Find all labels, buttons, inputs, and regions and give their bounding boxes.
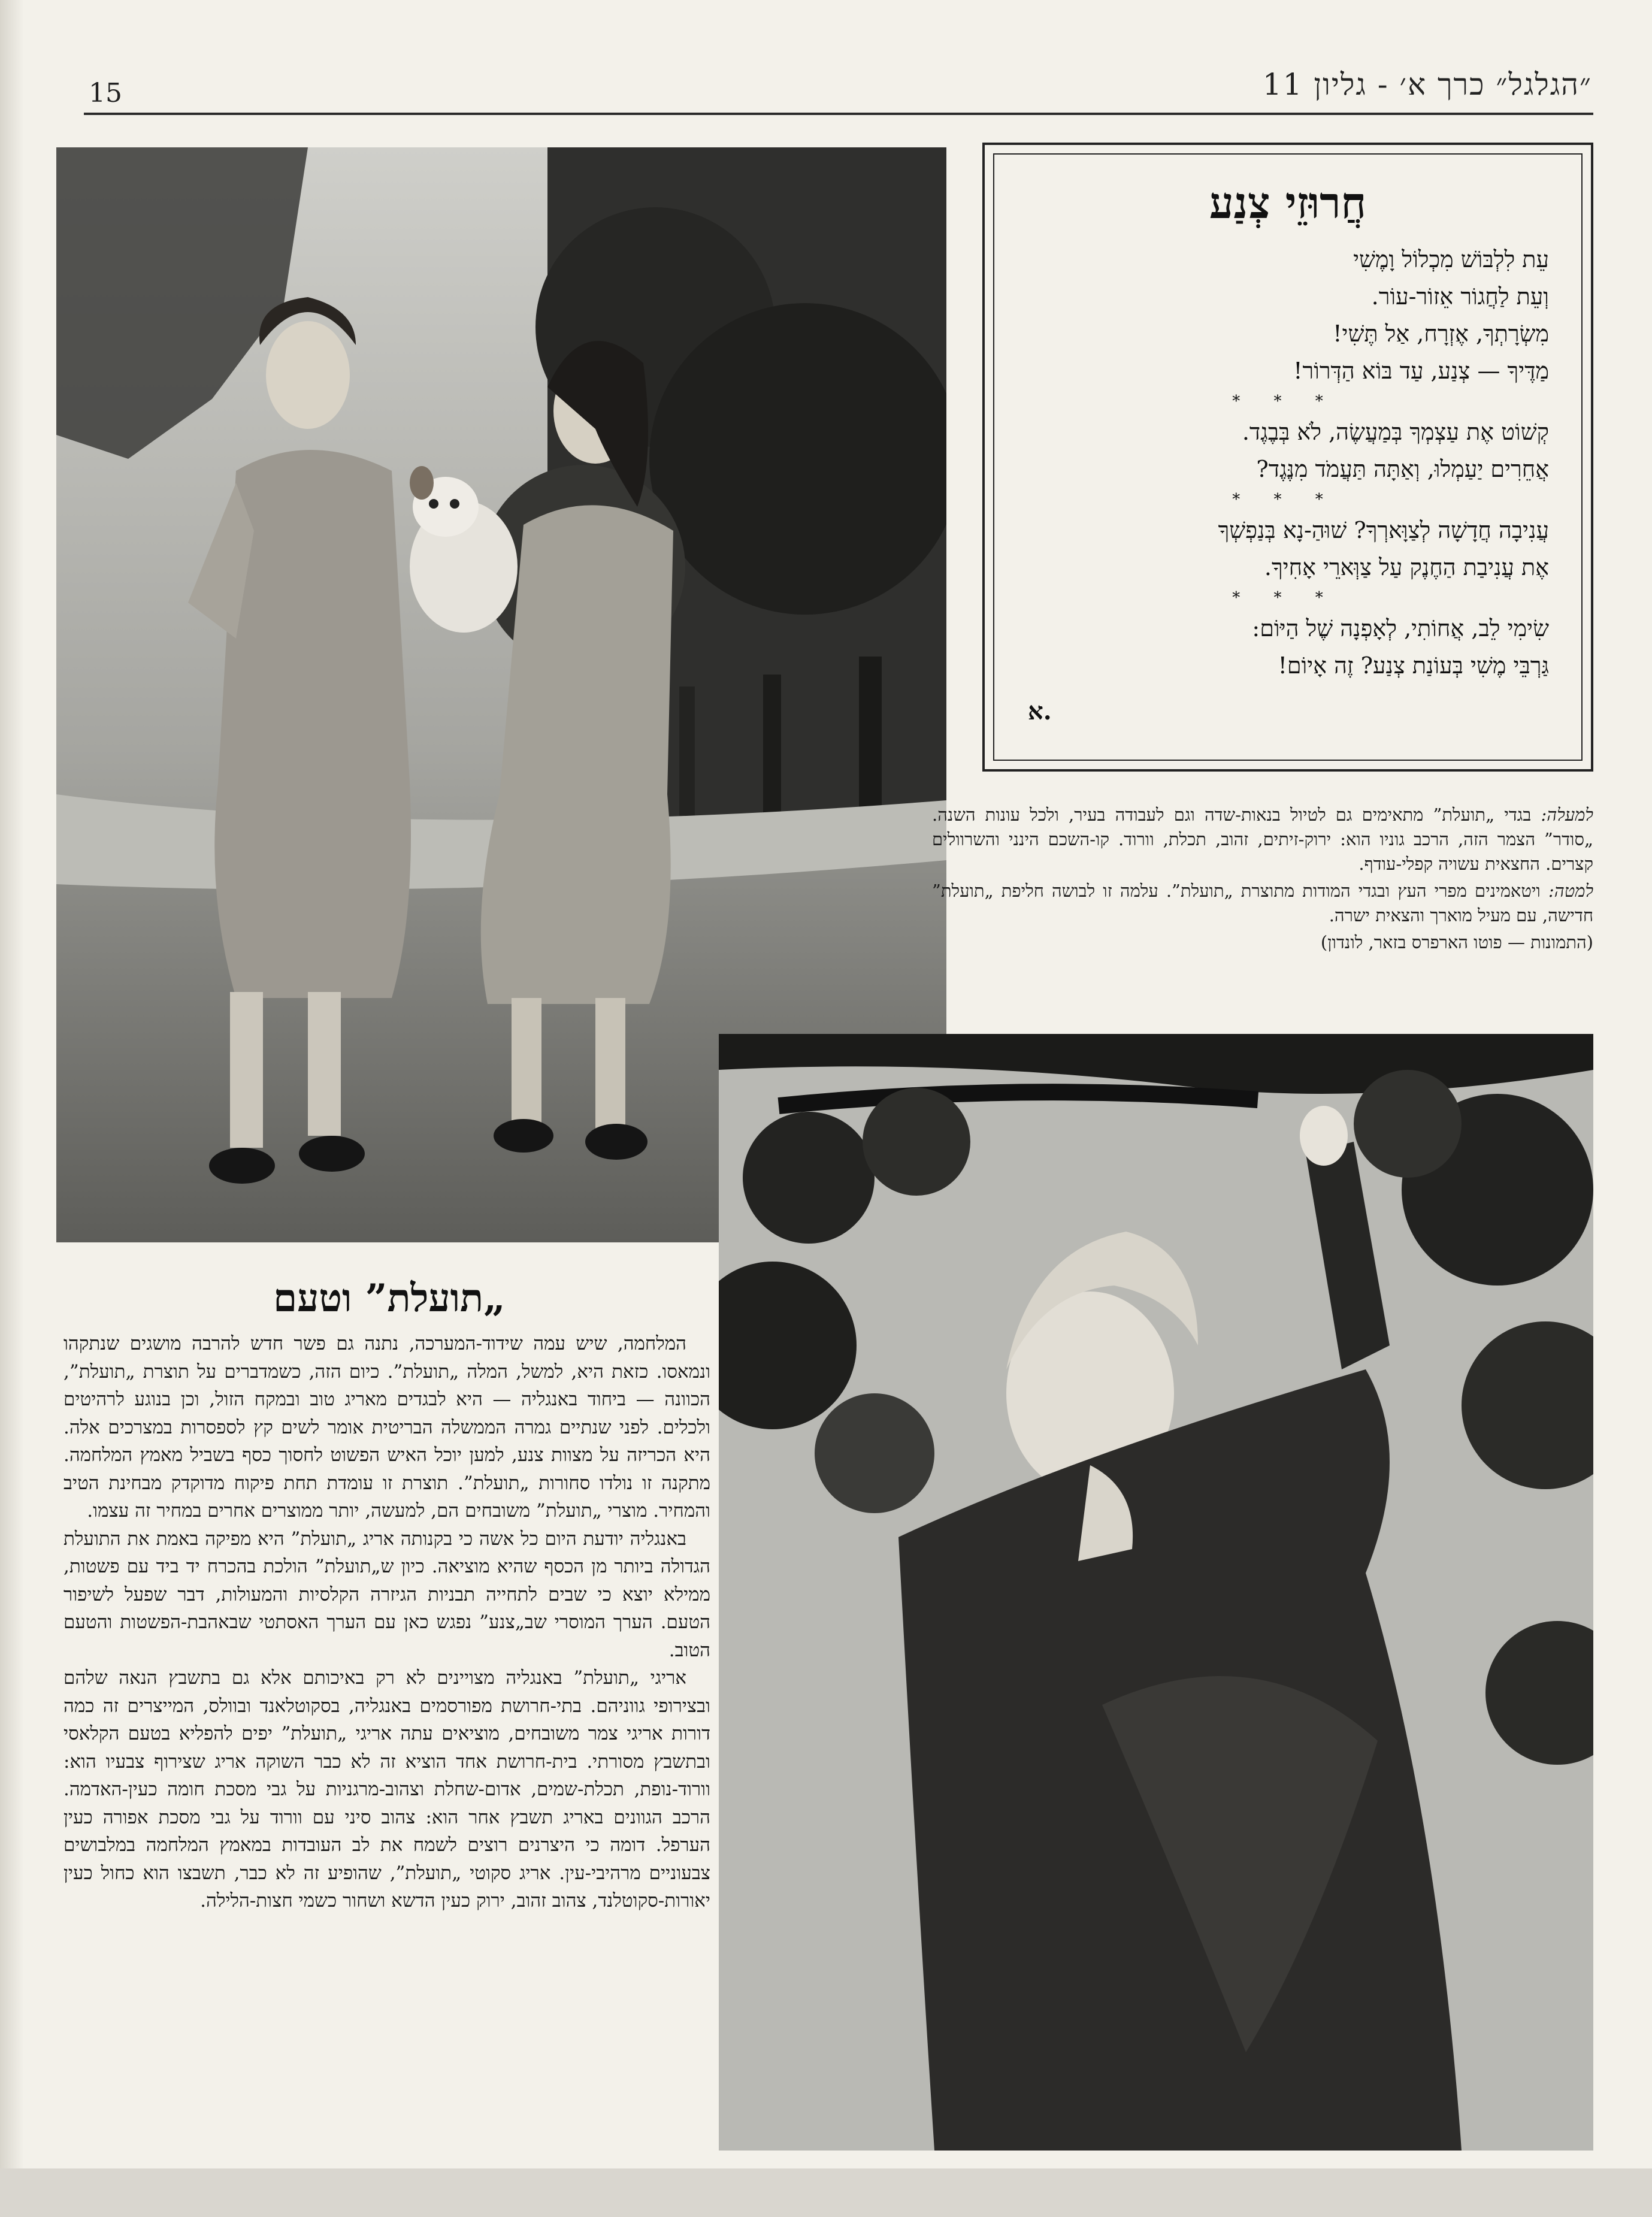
- caption-text: בגדי „תועלת” מתאימים גם לטיול בנאות-שדה וגם לעבודה בעיר, ולכל עונות השנה. „סודר” הצמר הזה, הרכב גוניו הוא: ירוק-זיתים, זהוב, תכלת, וורוד. קו-השכם הינני והשרוולים קצרים. החצאית עשויה קפלי-עודף.: [932, 804, 1593, 874]
- poem-line: אֲחֵרִים יַעַמְלוּ, וְאַתָּה תַּעֲמֹד מִנֶּגֶד?: [1256, 456, 1549, 482]
- poem-line: עֵת לִלְבּוֹשׁ מִכְלוֹל וָמֶשִׁי: [1353, 246, 1549, 273]
- article-body: [63, 1330, 710, 1915]
- poem-author: א.: [1028, 697, 1052, 725]
- poem-line: קְשׁוֹט אֶת עַצְמְךָ בְּמַעֲשֶׂה, לֹא בְּבֶגֶד.: [1242, 419, 1549, 445]
- poem-line: אֶת עֲנִיבַת הַחֶנֶק עַל צַוְּארֵי אָחִיךָ.: [1264, 554, 1549, 580]
- poem-box: [982, 143, 1593, 772]
- poem-text: [1021, 241, 1549, 684]
- caption-text: ויטאמינים מפרי העץ ובגדי המודות מתוצרת „תועלת”. עלמה זו לבושה חליפת „תועלת” חדישה, עם מעיל מוארך והצאית ישרה.: [932, 881, 1593, 925]
- caption-top: [932, 803, 1593, 876]
- photo-bottom-illustration: [719, 1034, 1593, 2151]
- poem-title: חֲרוּזֵי צְנַע: [1209, 177, 1367, 228]
- poem-line: וְעֵת לַחֲגוֹר אֵזוֹר-עוֹר.: [1371, 283, 1549, 310]
- poem-line: מַדֶּיךָ — צְנַע, עַד בּוֹא הַדְּרוֹר!: [1293, 358, 1549, 384]
- page-bottom-margin: [0, 2168, 1652, 2217]
- page-edge-shadow: [0, 0, 24, 2217]
- page-number: 15: [89, 78, 122, 108]
- stanza-separator: * * *: [1232, 589, 1338, 607]
- article-paragraph: באנגליה יודעת היום כל אשה כי בקנותה אריג „תועלת” היא מפיקה באמת את התועלת הגדולה ביותר מן הכסף שהיא מוציאה. כיון ש„תועלת” הולכת בהכרח יד ביד עם פשטות, ממילא יוצא כי שבים לתחייה תבניות הגיזרה הקלסיות והמעולות, דבר שפעל לשיפור הטעם. הערך המוסרי שב„צנע” נפגש כאן עם הערך האסתטי שבאהבת-הפשטות והטעם הטוב.: [63, 1528, 710, 1661]
- poem-line: עֲנִיבָה חֲדָשָׁה לְצַוָּארְךָ? שׁוּהַ-נָא בְּנַפְשְׁךָ: [1218, 517, 1549, 543]
- credit-text: (התמונות — פוטו הארפרס בזאר, לונדון): [1320, 932, 1593, 952]
- stanza-separator: * * *: [1232, 491, 1338, 509]
- running-head: ״הגלגל״ כרך א׳ - גליון 11: [1262, 67, 1592, 102]
- poem-line: שִׂימִי לֵב, אֲחוֹתִי, לְאָפְנָה שֶׁל הַיּוֹם:: [1252, 615, 1549, 642]
- photo-captions: [932, 803, 1593, 955]
- photo-credit: [932, 930, 1593, 955]
- caption-bottom: [932, 879, 1593, 928]
- poem-line: גַּרְבֵּי מֶשִׁי בְּעוֹנַת צְנַע? זֶה אָיוֹם!: [1278, 652, 1549, 679]
- poem-line: מִשְׂרָתְךָ, אֶזְרָח, אַל תֶּשִׁי!: [1333, 320, 1549, 347]
- caption-label: למעלה:: [1541, 804, 1593, 825]
- article-paragraph: המלחמה, שיש עמה שידוד-המערכה, נתנה גם פשר חדש להרבה מושגים שנתקהו ונמאסו. כזאת היא, למשל, המלה „תועלת”. כיום הזה, כשמדברים על תוצרת „תועלת”, הכוונה — ביחוד באנגליה — היא לבגדים מאריג טוב ובמקח הזול, וכן בנוגע לרהיטים ולכלים. לפני שנתיים גמרה הממשלה הבריטית אומר לשים קץ לספסרות במצרכים אלה. היא הכריזה על מצוות צנע, למען יוכל האיש הפשוט לחסוך כסף בשביל מאמץ המלחמה. מתקנה זו נולדו סחורות „תועלת”. תוצרת זו עומדת תחת פיקוח מדוקדק מבחינת הטיב והמחיר. מוצרי „תועלת” משובחים הם, למעשה, יותר ממוצרים אחרים במחיר זה עצמו.: [63, 1333, 711, 1522]
- woman-under-apple-tree-photo: [719, 1034, 1593, 2151]
- header-rule: [84, 113, 1593, 115]
- stanza-separator: * * *: [1232, 392, 1338, 410]
- article-title: „תועלת” וטעם: [273, 1276, 506, 1321]
- article-paragraph: אריגי „תועלת” באנגליה מצויינים לא רק באיכותם אלא גם בתשבץ הנאה שלהם ובצירופי גווניהם. בתי-חרושת מפורסמים באנגליה, בסקוטלאנד ובוולס, המייצרים זה כמה דורות אריגי צמר משובחים, מוציאים עתה אריגי „תועלת” יפים להפליא בטעם הקלאסי ובתשבץ מסורתי. בית-חרושת אחד הוציא זה לא כבר השוקה אריג שצירוף צבעיו הוא: וורוד-נופת, תכלת-שמים, אדום-שחלת וצהוב-מרגניות על גבי מסכת חומה כעין-האדמה. הרכב הגוונים באריג תשבץ אחר הוא: צהוב סיני עם וורוד על גבי מסכת אפורה כעין הערפל. דומה כי היצרנים רוצים לשמח את לב העובדות במאמץ המלחמה במלבושים צבעוניים מרהיבי-עין. אריג סקוטי „תועלת”, שהופיע זה לא כבר, תשבצו הוא כחול כעין יאורות-סקוטלנד, צהוב זהוב, ירוק כעין הדשא ושחור כשמי חצות-הלילה.: [63, 1667, 710, 1911]
- caption-label: למטה:: [1548, 881, 1594, 901]
